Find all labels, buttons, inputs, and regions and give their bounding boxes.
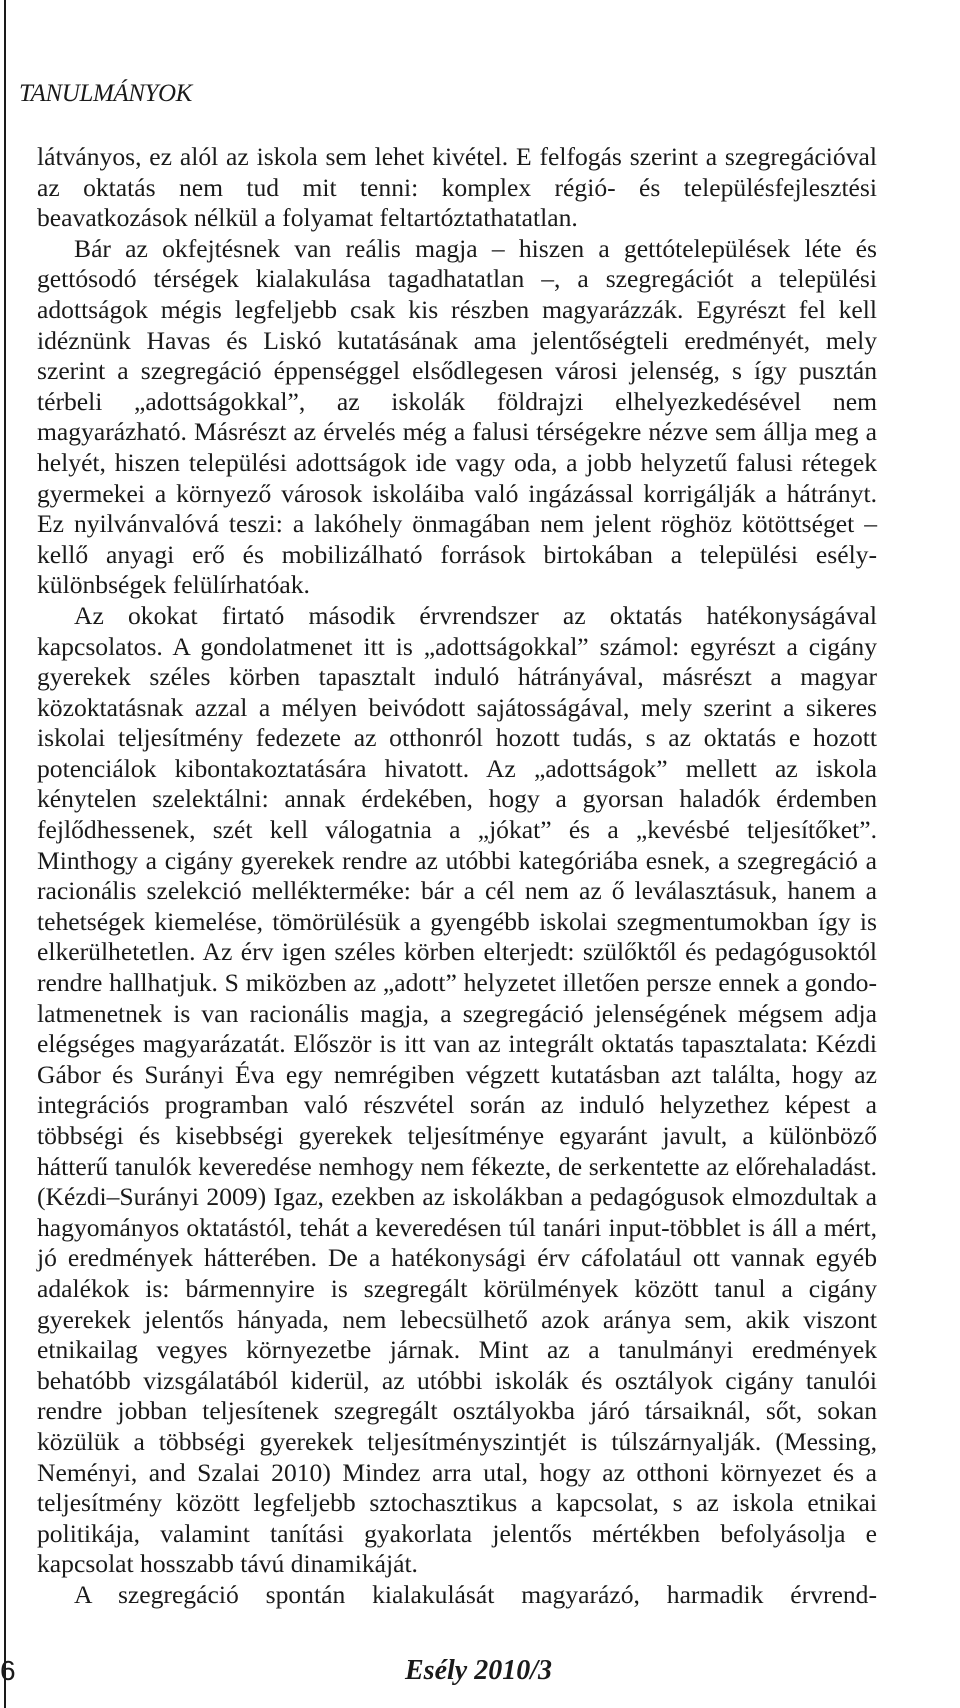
page-number: 6 (0, 1655, 16, 1686)
paragraph-4: A szegregáció spontán kialakulását magyarázó, harmadik érvrend- (74, 1579, 877, 1609)
paragraph-1: látványos, ez alól az iskola sem lehet kivétel. E felfogás szerint a szegregációval az oktatás nem tud mit tenni: komplex régió- és településfejlesztési beavatkozások nélkül a folyamat feltartóztathatatlan. (37, 142, 877, 233)
paragraph-2: Bár az okfejtésnek van reális magja – hiszen a gettótelepülések léte és gettósodó térségek kialakulása tagadhatatlan –, a szegregációt a települési adottságok mégis legfeljebb csak kis részben magyarázzák. Egyrészt fel kell idéznünk Havas és Liskó kutatásának ama jelentőségteli eredményét, mely szerint a szegregáció éppenséggel elsődlegesen városi jelenség, s így pusztán térbeli „adottságokkal”, az iskolák földrajzi elhelyezkedésével nem magyarázható. Másrészt az érvelés még a falusi térségekre nézve sem állja meg a helyét, hiszen települési adottságok ide vagy oda, a jobb helyzetű falusi rétegek gyermekei a környező városok iskoláiba való ingázással korrigálják a hátrányt. Ez nyilvánvalóvá teszi: a lakóhely önmagában nem jelent röghöz kötöttséget – kellő anyagi erő és mobilizálható források birtokában a települési esély-különbségek felülírhatóak. (37, 233, 877, 600)
article-body (37, 142, 877, 1611)
margin-rule (4, 0, 6, 1708)
journal-issue: Esély 2010/3 (405, 1655, 552, 1686)
paragraph-3: Az okokat firtató második érvrendszer az oktatás hatékonyságával kapcsolatos. A gondolatmenet itt is „adottságokkal” számol: egyrészt a cigány gyerekek széles körben tapasztalt induló hátrányával, másrészt a magyar közoktatásnak azzal a mélyen beivódott sajátosságával, mely szerint a sikeres iskolai teljesítmény fedezete az otthonról hozott tudás, s az oktatás e hozott potenciálok kibontakoztatására hivatott. Az „adottságok” mellett az iskola kénytelen szelektálni: annak érdekében, hogy a gyorsan haladók érdemben fejlődhessenek, szét kell válogatnia a „jókat” és a „kevésbé teljesítőket”. Minthogy a cigány gyerekek rendre az utóbbi kategóriába esnek, a szegregáció a racionális szelekció mellékterméke: bár a cél nem az ő leválasztásuk, hanem a tehetségek kiemelése, tömörülésük a gyengébb iskolai szegmentumokban így is elkerülhetetlen. Az érv igen széles körben elterjedt: szülőktől és pedagógusoktól rendre hallhatjuk. S miközben az „adott” helyzetet illetően persze ennek a gondolatmenetnek is van racionális magja, a szegregáció jelenségének mégsem adja elégséges magyarázatát. Először is itt van az integrált oktatás tapasztalata: Kézdi Gábor és Surányi Éva egy nemrégiben végzett kutatásban azt találta, hogy az integrációs programban való részvétel során az induló helyzethez képest a többségi és kisebbségi gyerekek teljesítménye egyaránt javult, a különböző hátterű tanulók keveredése nemhogy nem fékezte, de serkentette az előrehaladást. (Kézdi–Surányi 2009) Igaz, ezekben az iskolákban a pedagógusok elmozdultak a hagyományos oktatástól, tehát a keveredésen túl tanári input-többlet is áll a mért, jó eredmények hátterében. De a hatékonysági érv cáfolatául ott vannak egyéb adalékok is: bármennyire is szegregált körülmények között tanul a cigány gyerekek jelentős hányada, nem lebecsülhető azok aránya sem, akik viszont etnikailag vegyes környezetbe járnak. Mint az a tanulmányi eredmények behatóbb vizsgálatából kiderül, az utóbbi iskolák és osztályok cigány tanulói rendre jobban teljesítenek szegregált osztályokba járó társaiknál, sőt, sokan közülük a többségi gyerekek teljesítményszintjét is túlszárnyalják. (Messing, Neményi, and Szalai 2010) Mindez arra utal, hogy az otthoni környezet és a teljesítmény között legfeljebb sztochasztikus a kapcsolat, s az iskola etnikai politikája, valamint tanítási gyakorlata jelentős mértékben befolyásolja e kapcsolat hosszabb távú dinamikáját. (37, 600, 877, 1579)
running-head: TANULMÁNYOK (19, 80, 192, 107)
